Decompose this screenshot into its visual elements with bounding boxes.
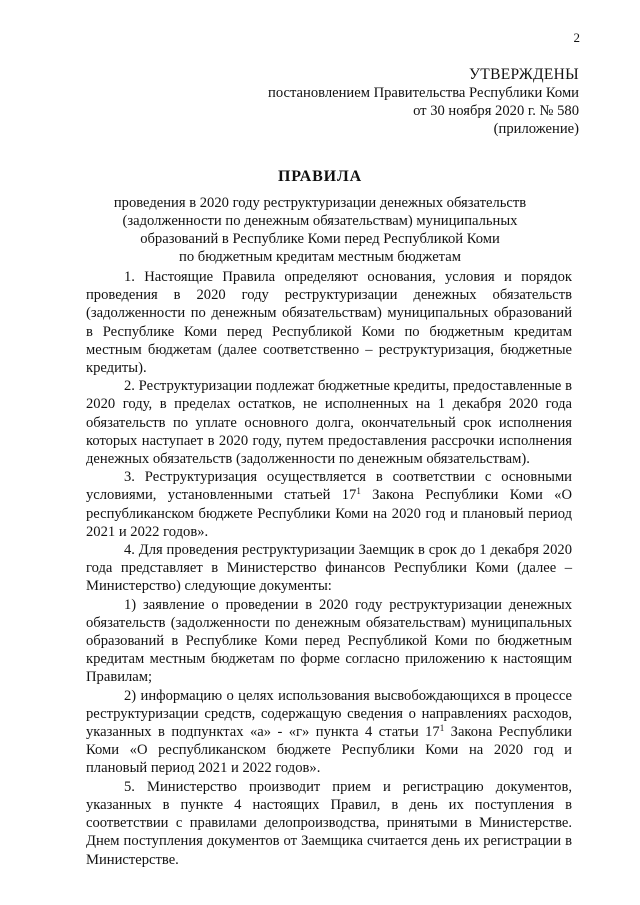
paragraph-4-item-2-text: 2) информацию о целях использования высвобождающихся в процессе реструктуризации средств, содержащую сведения о направлениях расходов, указанных в подпунктах «а» - «г» пункта 4 статьи 17 xyxy=(86,687,572,741)
paragraph-4: 4. Для проведения реструктуризации Заемщик в срок до 1 декабря 2020 года представляет в Министерство финансов Республики Коми (далее – Министерство) следующие документы: xyxy=(86,542,572,595)
paragraph-3 xyxy=(86,468,572,541)
document-body xyxy=(86,268,572,869)
subtitle-line: по бюджетным кредитам местным бюджетам xyxy=(179,249,461,265)
approval-heading: УТВЕРЖДЕНЫ xyxy=(469,66,579,83)
paragraph-3-text-cont: Закона Республики Коми «О республиканском бюджете Республики Коми на 2020 год и плановый период 2021 и 2022 годов». xyxy=(86,487,572,540)
article-superscript: 1 xyxy=(356,486,361,497)
paragraph-4-item-1: 1) заявление о проведении в 2020 году реструктуризации денежных обязательств (задолженности по денежным обязательствам) муниципальных образований в Республике Коми перед Республикой Коми по бюджетным кредитам местным бюджетам по форме согласно приложению к настоящим Правилам; xyxy=(86,596,572,686)
subtitle-line: проведения в 2020 году реструктуризации денежных обязательств xyxy=(113,195,527,211)
approval-appendix-note: (приложение) xyxy=(493,121,579,137)
approval-date: от 30 ноября 2020 г. № 580 xyxy=(413,103,579,119)
approval-authority: постановлением Правительства Республики Коми xyxy=(268,85,579,101)
approval-stamp xyxy=(219,66,579,138)
subtitle-line: (задолженности по денежным обязательствам) муниципальных xyxy=(122,213,518,229)
paragraph-1: 1. Настоящие Правила определяют основания, условия и порядок проведения в 2020 году реструктуризации денежных обязательств (задолженности по денежным обязательствам) муниципальных образований в Республике Коми перед Республикой Коми по бюджетным кредитам местным бюджетам (далее соответственно – реструктуризация, бюджетные кредиты). xyxy=(86,269,572,377)
paragraph-3-text: 3. Реструктуризация осуществляется в соответствии с основными условиями, установленными статьей 17 xyxy=(86,469,572,504)
paragraph-2: 2. Реструктуризации подлежат бюджетные кредиты, предоставленные в 2020 году, в пределах остатков, не исполненных на 1 декабря 2020 года обязательств по уплате основного долга, окончательный срок исполнения которых наступает в 2020 году, путем предоставления рассрочки исполнения денежных обязательств (задолженности по денежным обязательствам). xyxy=(86,378,572,468)
title-block xyxy=(100,168,540,266)
document-title: ПРАВИЛА xyxy=(278,168,362,185)
paragraph-5: 5. Министерство производит прием и регистрацию документов, указанных в пункте 4 настоящих Правил, в день их поступления в соответствии с правилами делопроизводства, принятыми в Министерстве. Днем поступления документов от Заемщика считается день их регистрации в Министерстве. xyxy=(86,778,572,868)
subtitle-line: образований в Республике Коми перед Республикой Коми xyxy=(140,231,500,247)
paragraph-4-item-2 xyxy=(86,687,572,778)
document-subtitle xyxy=(100,194,540,266)
article-superscript: 1 xyxy=(439,723,445,734)
paragraph-4-item-2-text-cont: Закона Республики Коми «О республиканском бюджете Республики Коми на 2020 год и плановый период 2021 и 2022 годов». xyxy=(86,724,572,777)
page-number: 2 xyxy=(573,30,580,45)
